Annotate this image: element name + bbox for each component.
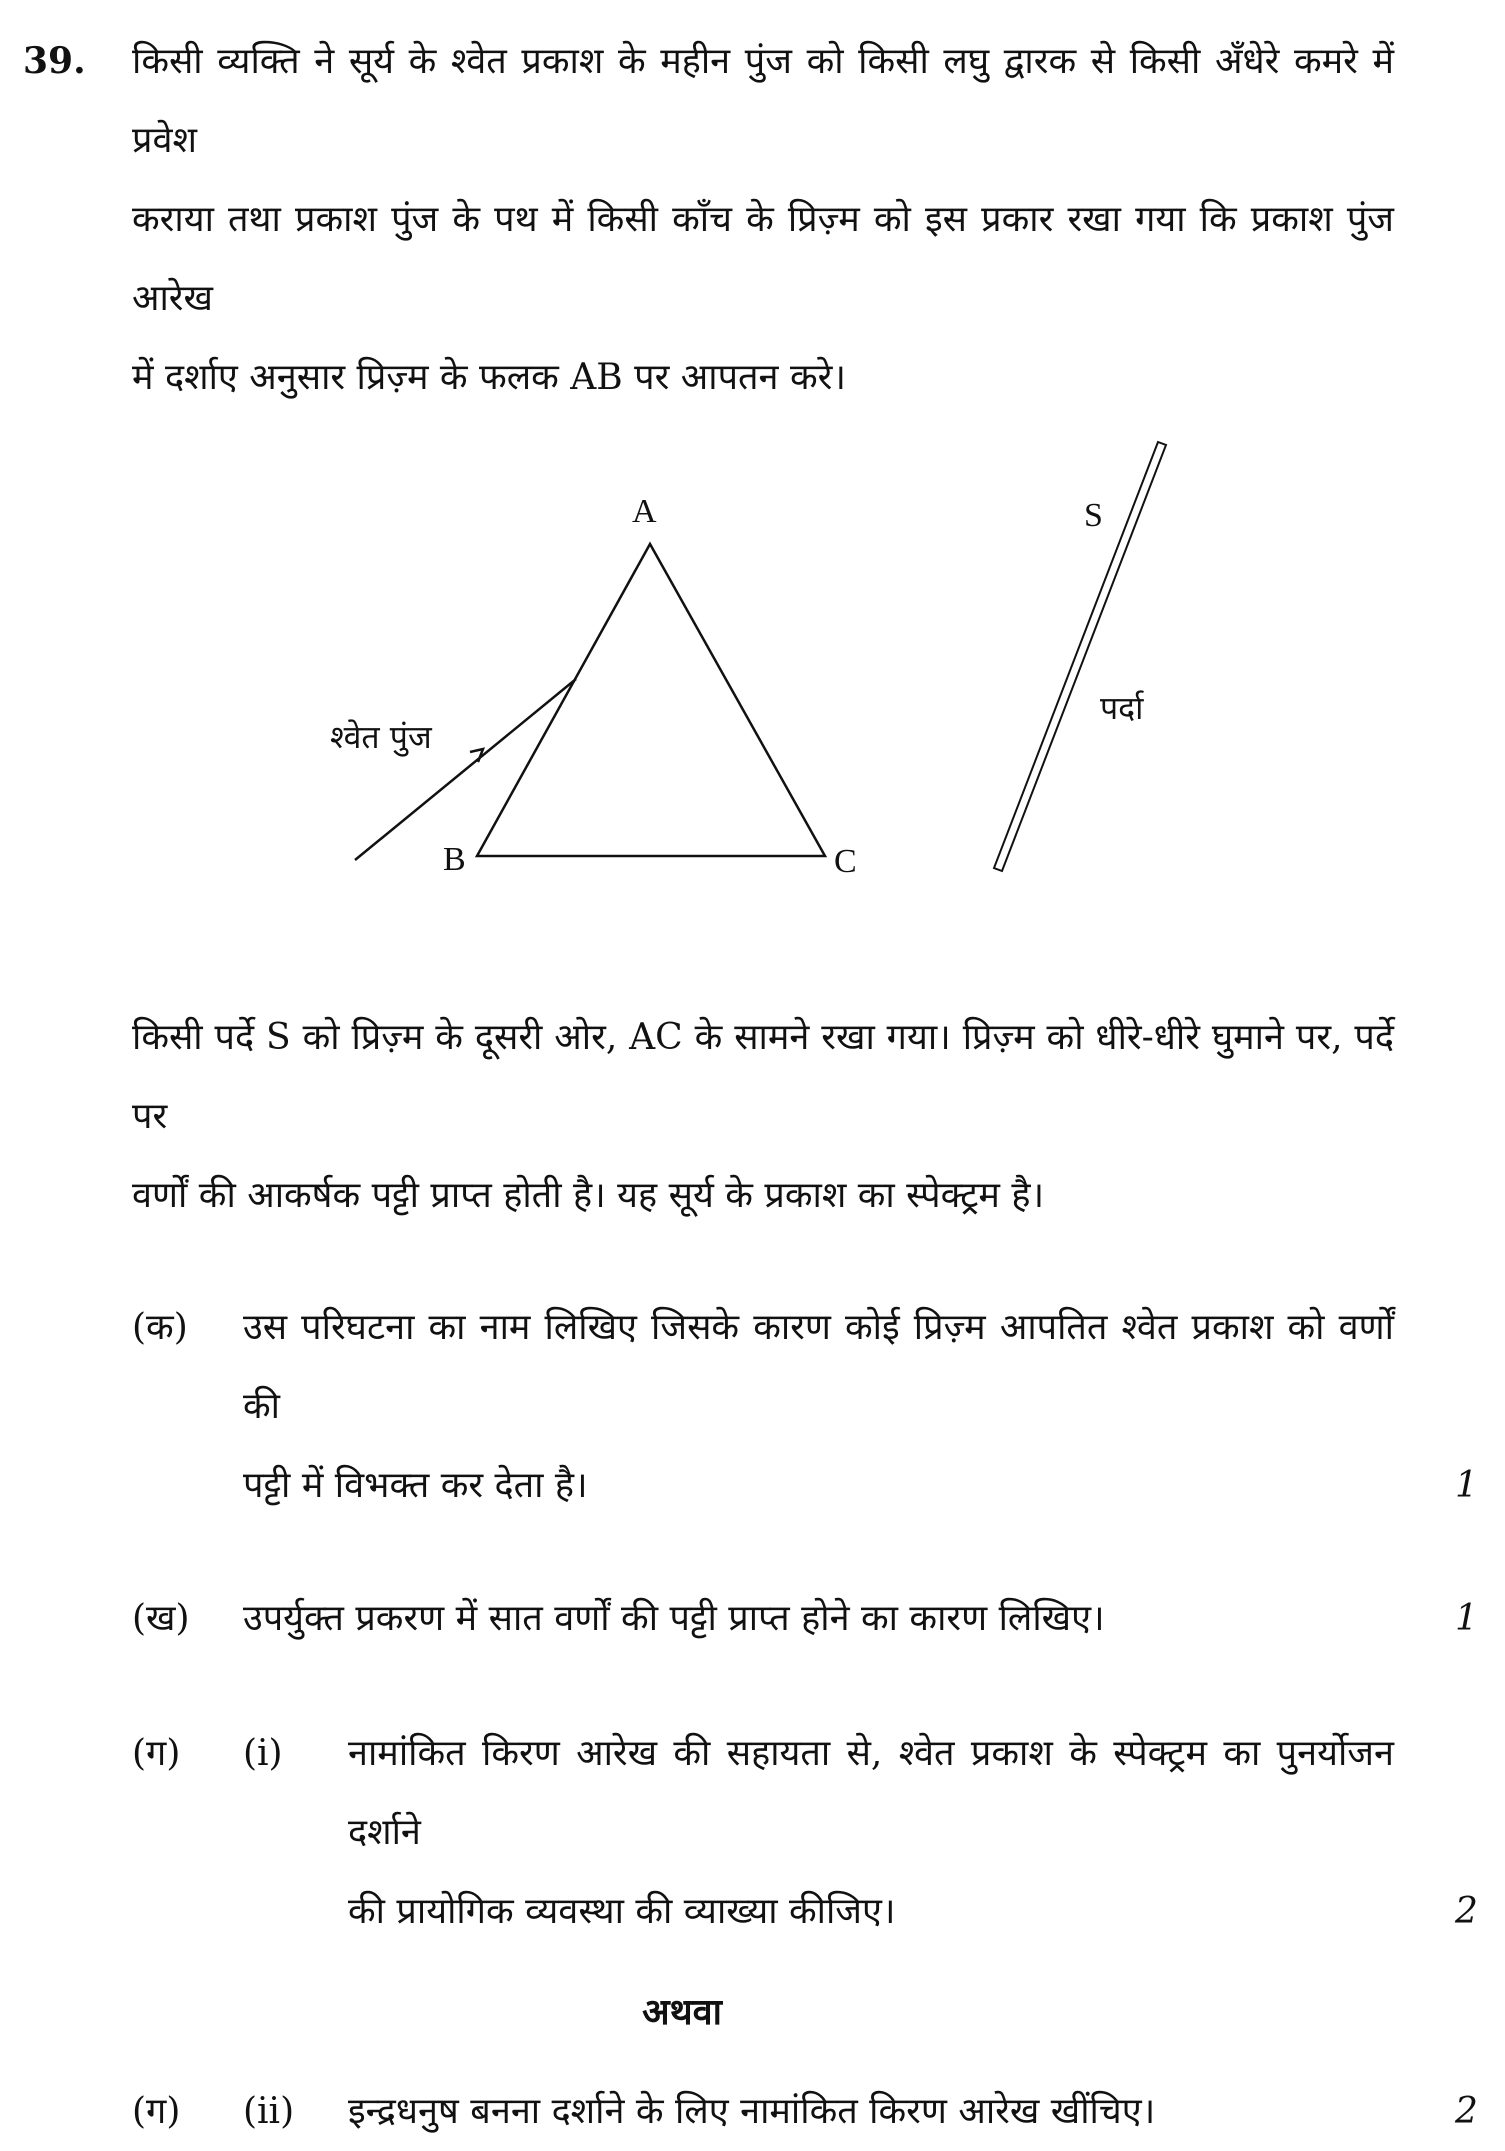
intro-line-2: कराया तथा प्रकाश पुंज के पथ में किसी काँच के प्रिज़्म को इस प्रकार रखा गया कि प्रकाश पुंज आरेख	[132, 199, 1394, 319]
description-paragraph	[0, 998, 1394, 1235]
part-ga-i-label: (ग)	[132, 1733, 181, 1774]
part-ka-line-1: उस परिघटना का नाम लिखिए जिसके कारण कोई प्रिज़्म आपतित श्वेत प्रकाश को वर्णों की	[243, 1307, 1394, 1427]
vertex-c-label: C	[834, 843, 857, 880]
part-kha-marks: 1	[1455, 1598, 1478, 1639]
part-kha-label: (ख)	[132, 1598, 190, 1639]
part-ga-i-text	[348, 1714, 1394, 1951]
question-intro	[0, 22, 1505, 417]
part-ga-ii-text	[348, 2072, 1394, 2151]
part-ga-ii-marks: 2	[1455, 2091, 1478, 2132]
part-kha-text	[243, 1579, 1394, 1658]
prism-diagram	[0, 417, 1505, 998]
intro-line-3: में दर्शाए अनुसार प्रिज़्म के फलक AB पर आपतन करे।	[132, 357, 846, 398]
vertex-b-label: B	[443, 841, 466, 878]
part-ka-line-2: पट्टी में विभक्त कर देता है।	[243, 1465, 588, 1506]
part-kha	[0, 1579, 1505, 1658]
screen-label: पर्दा	[1100, 689, 1144, 727]
vertex-a-label: A	[632, 493, 657, 530]
para-line-1: किसी पर्दे S को प्रिज़्म के दूसरी ओर, AC के सामने रखा गया। प्रिज़्म को धीरे-धीरे घुमाने पर, पर्दे पर	[132, 1017, 1394, 1137]
ray-label: श्वेत पुंज	[330, 718, 432, 756]
part-ka	[0, 1288, 1505, 1525]
prism-triangle	[477, 544, 825, 856]
part-ka-marks: 1	[1455, 1465, 1478, 1506]
part-ga-i-line-1: नामांकित किरण आरेख की सहायता से, श्वेत प्रकाश के स्पेक्ट्रम का पुनर्योजन दर्शाने	[348, 1733, 1394, 1853]
intro-text	[132, 22, 1394, 417]
screen-bar	[994, 442, 1166, 871]
para-line-2: वर्णों की आकर्षक पट्टी प्राप्त होती है। यह सूर्य के प्रकाश का स्पेक्ट्रम है।	[132, 1175, 1045, 1216]
part-ga-i-marks: 2	[1455, 1891, 1478, 1932]
part-ga-ii	[0, 2072, 1505, 2151]
intro-line-1: किसी व्यक्ति ने सूर्य के श्वेत प्रकाश के महीन पुंज को किसी लघु द्वारक से किसी अँधेरे कमरे में प्रवेश	[132, 41, 1394, 161]
part-ga-i	[0, 1714, 1505, 1951]
screen-letter-label: S	[1084, 497, 1103, 534]
part-ga-i-sub: (i)	[243, 1733, 283, 1774]
part-ka-text	[243, 1288, 1394, 1525]
part-kha-line-1: उपर्युक्त प्रकरण में सात वर्णों की पट्टी प्राप्त होने का कारण लिखिए।	[243, 1598, 1105, 1639]
part-ga-i-line-2: की प्रायोगिक व्यवस्था की व्याख्या कीजिए।	[348, 1891, 896, 1932]
part-ga-ii-label: (ग)	[132, 2091, 181, 2132]
part-ga-ii-sub: (ii)	[243, 2091, 295, 2132]
question-number: 39.	[23, 40, 86, 82]
part-ka-label: (क)	[132, 1307, 188, 1348]
or-separator: अथवा	[642, 1991, 722, 2033]
incident-ray	[355, 679, 576, 860]
part-ga-ii-line-1: इन्द्रधनुष बनना दर्शाने के लिए नामांकित किरण आरेख खींचिए।	[348, 2091, 1156, 2132]
